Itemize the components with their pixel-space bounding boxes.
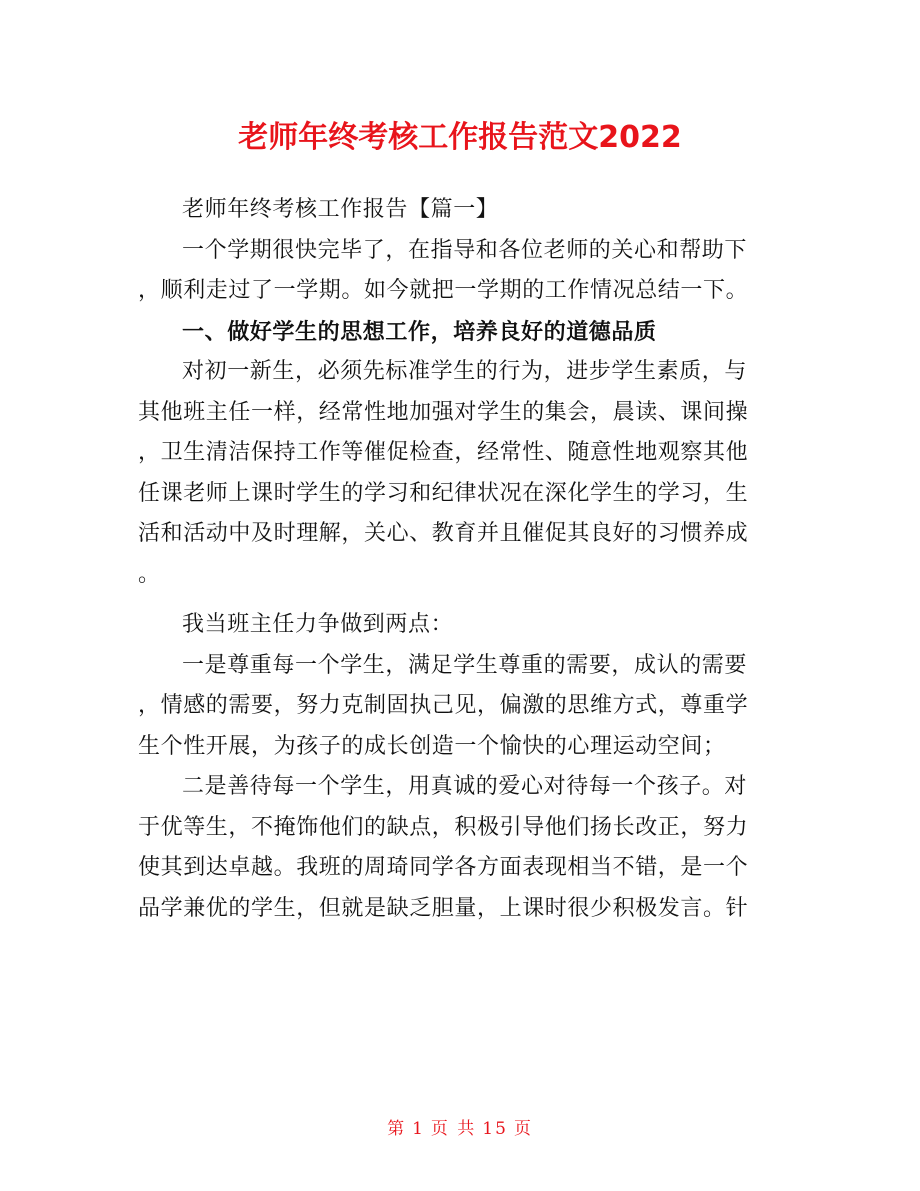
paragraph-line: 生个性开展，为孩子的成长创造一个愉快的心理运动空间； <box>138 733 726 759</box>
document-title: 老师年终考核工作报告范文2022 <box>238 120 682 155</box>
paragraph-line: 老师年终考核工作报告【篇一】 <box>182 197 499 222</box>
paragraph-line: 一是尊重每一个学生，满足学生尊重的需要，成认的需要 <box>182 652 748 678</box>
footer-suffix: 页 <box>513 1119 533 1139</box>
paragraph-gap <box>138 595 784 605</box>
footer-middle: 页 共 <box>430 1119 477 1139</box>
paragraph-line: 使其到达卓越。我班的周琦同学各方面表现相当不错，是一个 <box>138 855 749 880</box>
footer-page-number: 1 <box>412 1119 425 1139</box>
footer-prefix: 第 <box>387 1119 407 1139</box>
paragraph-line: ，卫生清洁保持工作等催促检查，经常性、随意性地观察其他 <box>138 440 749 465</box>
paragraph-line: 。 <box>138 561 161 587</box>
paragraph-line: ，情感的需要，努力克制固执己见，偏激的思维方式，尊重学 <box>138 693 749 718</box>
paragraph-line: 对初一新生，必须先标准学生的行为，进步学生素质，与 <box>182 359 748 384</box>
paragraph-line: 其他班主任一样，经常性地加强对学生的集会，晨读、课间操 <box>138 399 749 425</box>
section-heading-line: 一、做好学生的思想工作，培养良好的道德品质 <box>182 318 657 345</box>
footer-total-pages: 15 <box>482 1119 508 1139</box>
paragraph-line: 我当班主任力争做到两点： <box>182 612 454 637</box>
paragraph-line: 任课老师上课时学生的学习和纪律状况在深化学生的学习，生 <box>138 480 749 506</box>
paragraph-line: 于优等生，不掩饰他们的缺点，积极引导他们扬长改正，努力 <box>138 814 749 840</box>
paragraph-line: 一个学期很快完毕了，在指导和各位老师的关心和帮助下 <box>182 237 748 263</box>
page-footer <box>0 1114 920 1139</box>
paragraph-line: 品学兼优的学生，但就是缺乏胆量，上课时很少积极发言。针 <box>138 895 749 921</box>
paragraph-line: 活和活动中及时理解，关心、教育并且催促其良好的习惯养成 <box>138 521 749 546</box>
document-body <box>138 190 784 929</box>
paragraph-line: ，顺利走过了一学期。如今就把一学期的工作情况总结一下。 <box>138 278 749 303</box>
paragraph-line: 二是善待每一个学生，用真诚的爱心对待每一个孩子。对 <box>182 774 748 799</box>
